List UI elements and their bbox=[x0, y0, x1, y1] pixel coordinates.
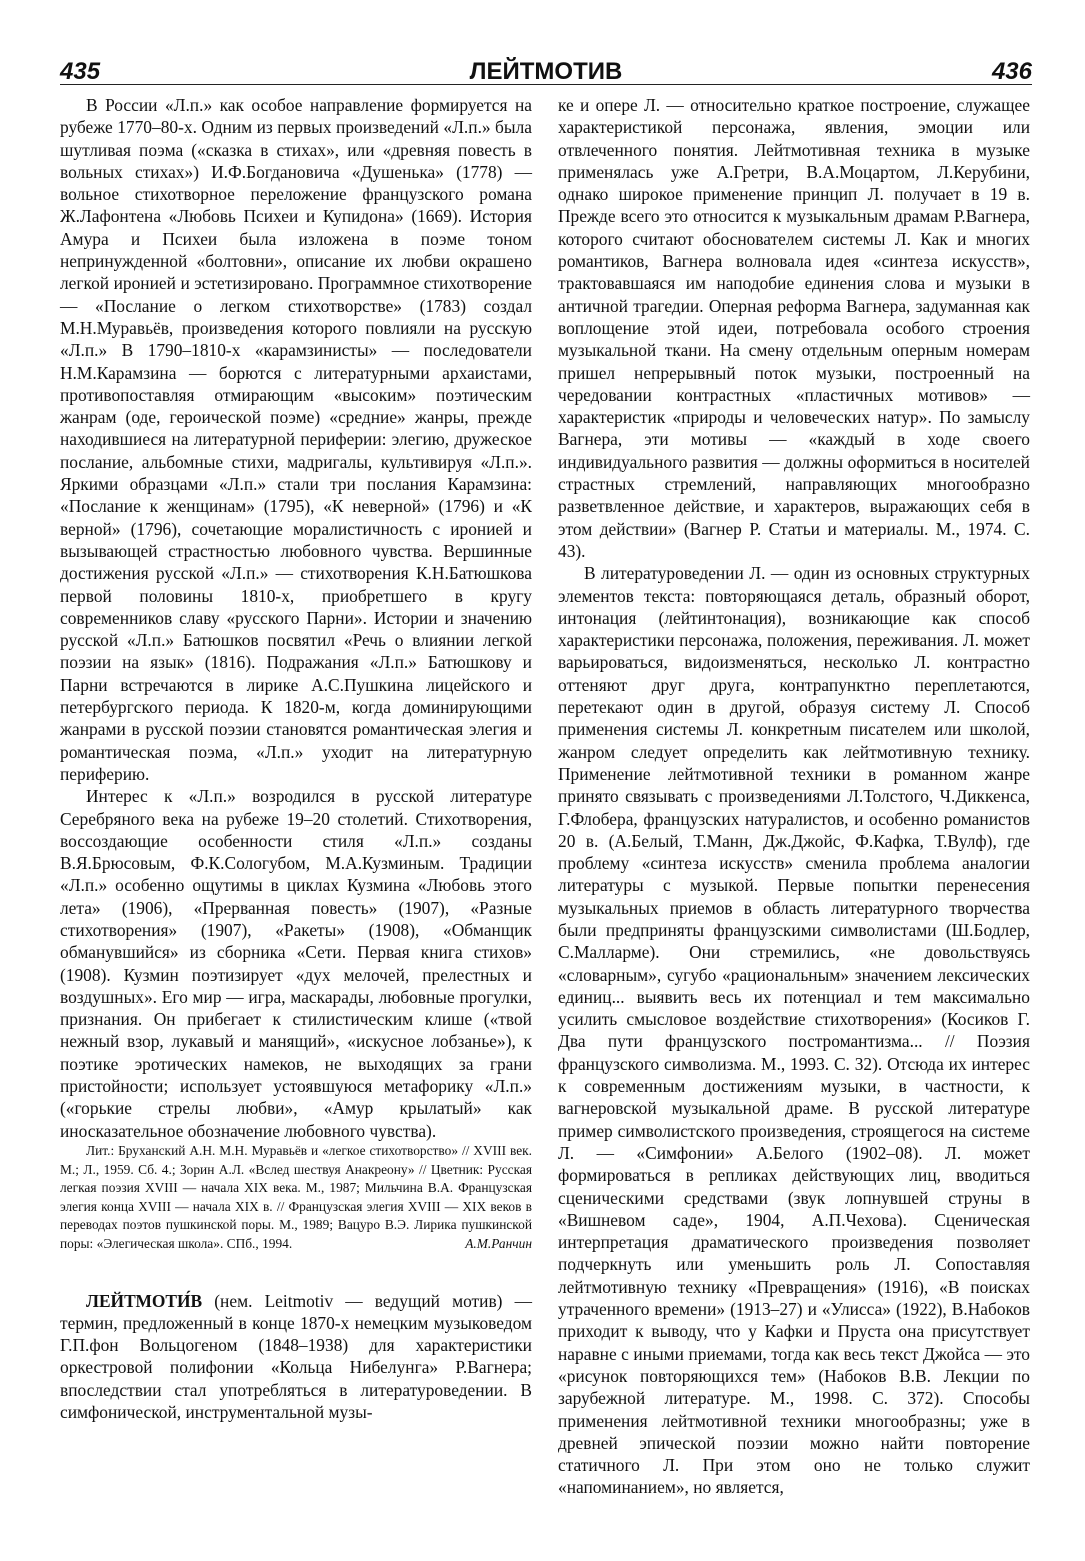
article-author: А.М.Ранчин bbox=[465, 1235, 532, 1251]
paragraph: В литературоведении Л. — один из основных структурных элементов текста: повторяющаяся деталь, образный оборот, интонация (лейтинтонация), возникающие как способ характеристики персонажа, положения, переживания. Л. может варьироваться, видоизменяться, несколько Л. контрастно оттеняют друг друга, контрапунктно переплетаются, перетекают один в другой, образуя систему Л. Способ применения системы Л. конкретным писателем или школой, жанром следует определить как лейтмотивную технику. Применение лейтмотивной техники в романном жанре принято связывать с произведениями Л.Толстого, Ч.Диккенса, Г.Флобера, французских натуралистов, и особенно романистов 20 в. (А.Белый, Т.Манн, Дж.Джойс, Ф.Кафка, Т.Вулф), где проблему «синтеза искусств» сменила проблема аналогии литературы с музыкой. Первые попытки перенесения музыкальных приемов в область литературного творчества были предприняты французскими символистами (Ш.Бодлер, С.Малларме). Они стремились, «не довольствуясь «словарным», сугубо «рациональным» значением лексических единиц... выявить весь их потенциал и тем максимально усилить смысловое воздействие стихотворения» (Косиков Г. Два пути французского постромантизма... // Поэзия французского символизма. М., 1993. С. 32). Отсюда их интерес к современным достижениям музыки, в частности, к вагнеровской музыкальной драме. В русской литературе пример символистского произведения, строящегося на системе Л. — «Симфонии» А.Белого (1902–08). Л. может формироваться в репликах действующих лиц, вводиться сценическими средствами (звук лопнувшей струны в «Вишневом саде», 1904, А.П.Чехова). Сценическая интерпретация драматического произведения позволяет подчеркнуть или уменьшить роль Л. Сопоставляя лейтмотивную технику «Превращения» (1916), «В поисках утраченного времени» (1913–27) и «Улисса» (1922), В.Набоков приходит к выводу, что у Кафки и Пруста она присутствует наравне с иными приемами, тогда как весь текст Джойса — это «рисунок повторяющихся тем» (Набоков В.В. Лекции по зарубежной литературе. М., 1998. С. 372). Способы применения лейтмотивной техники многообразны; уже в древней эпической поэзии можно найти повторение статичного Л. При этом оно не только служит «напоминанием», но является, bbox=[558, 563, 1030, 1498]
header-rule bbox=[60, 84, 1032, 85]
page-number-left: 435 bbox=[60, 58, 101, 85]
entry-paragraph bbox=[60, 1290, 532, 1424]
references bbox=[60, 1142, 532, 1254]
references-text: Лит.: Бруханский А.Н. М.Н. Муравьёв и «легкое стихотворство» // XVIII век. М.; Л., 1959. Сб. 4.; Зорин А.Л. «Вслед шествуя Анакреону» // Цветник: Русская легкая поэзия XVIII — начала XIX века. М., 1987; Мильчина В.А. Французская элегия конца XVIII — начала XIX в. // Французская элегия XVIII — XIX веков в переводах поэтов пушкинской поры. М., 1989; Вацуро В.Э. Лирика пушкинской поры: «Элегическая школа». СПб., 1994. bbox=[60, 1142, 532, 1251]
entry-gap bbox=[60, 1254, 532, 1290]
paragraph: Интерес к «Л.п.» возродился в русской литературе Серебряного века на рубеже 19–20 столетий. Стихотворения, воссоздающие особенности стиля «Л.п.» созданы В.Я.Брюсовым, Ф.К.Сологубом, М.А.Кузминым. Традиции «Л.п.» особенно ощутимы в циклах Кузмина «Любовь этого лета» (1906), «Прерванная повесть» (1907), «Разные стихотворения» (1907), «Ракеты» (1908), «Обманщик обманувшийся» из сборника «Сети. Первая книга стихов» (1908). Кузмин поэтизирует «дух мелочей, прелестных и воздушных». Его мир — игра, маскарады, любовные прогулки, признания. Он прибегает к стилистическим клише («твой нежный взор, лукавый и манящий», «искусное лобзанье»), к поэтике эротических намеков, не выходящих за грани пристойности; использует устоявшуюся метафорику «Л.п.» («горькие стрелы любви», «Амур крылатый» как иносказательное обозначение любовного чувства). bbox=[60, 786, 532, 1141]
paragraph: ке и опере Л. — относительно краткое построение, служащее характеристикой персонажа, явления, эмоции или отвлеченного понятия. Лейтмотивная техника в музыке применялась уже А.Гретри, В.А.Моцартом, Л.Керубини, однако широкое применение принцип Л. получает в 19 в. Прежде всего это относится к музыкальным драмам Р.Вагнера, которого считают обоснователем системы Л. Как и многих романтиков, Вагнера волновала идея «синтеза искусств», трактовавшаяся им наподобие единения слова и музыки в античной трагедии. Оперная реформа Вагнера, задуманная как воплощение этой идеи, потребовала особого строения музыкальной ткани. На смену отдельным оперным номерам пришел непрерывный поток музыки, построенный на чередовании контрастных «пластичных мотивов» — характеристик «природы и человеческих натур». По замыслу Вагнера, эти мотивы — «каждый в ходе своего индивидуального развития — должны оформиться в носителей страстных стремлений, направляющих многообразно разветвленное действие, и характеров, выражающих себя в этом действии» (Вагнер Р. Статьи и материалы. М., 1974. С. 43). bbox=[558, 95, 1030, 561]
entry-headword: ЛЕЙТМОТИ́В bbox=[86, 1290, 203, 1311]
page-number-right: 436 bbox=[991, 58, 1032, 85]
left-column bbox=[60, 94, 532, 1423]
entry-text: (нем. Leitmotiv — ведущий мотив) — термин, предложенный в конце 1870-х немецким музыковедом Г.П.фон Вольцогеном (1848–1938) для характеристики оркестровой полифонии «Кольца Нибелунга» Р.Вагнера; впоследствии стал употребляться в литературоведении. В симфонической, инструментальной музы- bbox=[60, 1290, 532, 1422]
paragraph: В России «Л.п.» как особое направление формируется на рубеже 1770–80-х. Одним из первых произведений «Л.п.» была шутливая поэма («сказка в стихах», или «древняя повесть в вольных стихах») И.Ф.Богдановича «Душенька» (1778) — вольное стихотворное переложение французского романа Ж.Лафонтена «Любовь Психеи и Купидона» (1669). История Амура и Психеи была изложена в поэме тоном непринужденной «болтовни», описание их любви окрашено легкой иронией и эстетизировано. Программное стихотворение — «Послание о легком стихотворстве» (1783) создал М.Н.Муравьёв, произведения которого повлияли на русскую «Л.п.» В 1790–1810-х «карамзинисты» — последователи Н.М.Карамзина — борются с литературными архаистами, противопоставляя отмирающим «высоким» поэтическим жанрам (оде, героической поэме) «средние» жанры, прежде находившиеся на литературной периферии: элегию, дружеское послание, альбомные стихи, мадригалы, культивируя «Л.п.». Яркими образцами «Л.п.» стали три послания Карамзина: «Послание к женщинам» (1795), «К неверной» (1796) и «К верной» (1796), сочетающие моралистичность с иронией и вызывающей страстностью любовного чувства. Вершинные достижения русской «Л.п.» — стихотворения К.Н.Батюшкова первой половины 1810-х, приобретшего в кругу современников славу «русского Парни». Истории и значению русской «Л.п.» Батюшков посвятил «Речь о влиянии легкой поэзии на язык» (1816). Подражания «Л.п.» Батюшкову и Парни встречаются в лирике А.С.Пушкина лицейского и петербургского периода. К 1820-м, когда доминирующими жанрами в русской поэзии становятся романтическая элегия и романтическая поэма, «Л.п.» уходит на литературную периферию. bbox=[60, 95, 532, 784]
right-column bbox=[558, 94, 1030, 1499]
running-title: ЛЕЙТМОТИВ bbox=[469, 58, 623, 85]
